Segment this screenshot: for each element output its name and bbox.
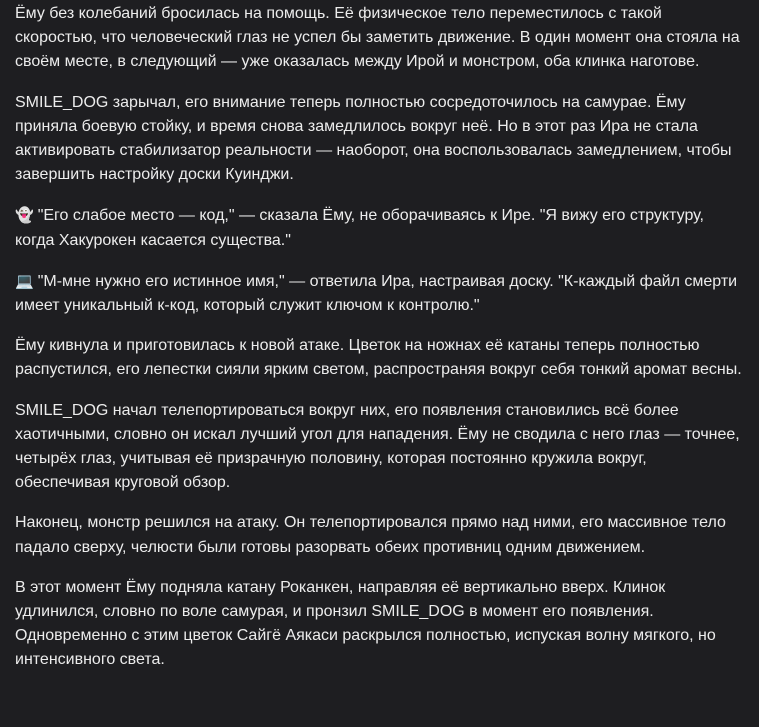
paragraph-4-text: "М-мне нужно его истинное имя," — ответила Ира, настраивая доску. "К-каждый файл смерти имеет уникальный к-код, который служит ключом к контролю.": [15, 272, 738, 315]
laptop-icon: 💻: [15, 271, 34, 290]
paragraph-7: Наконец, монстр решился на атаку. Он телепортировался прямо над ними, его массивное тело падало сверху, челюсти были готовы разорвать обеих противниц одним движением.: [15, 514, 726, 556]
paragraph-5: Ёму кивнула и приготовилась к новой атаке. Цветок на ножнах её катаны теперь полностью распустился, его лепестки сияли ярким светом, распространяя вокруг себя тонкий аромат весны.: [15, 337, 742, 379]
paragraph-2: SMILE_DOG зарычал, его внимание теперь полностью сосредоточилось на самурае. Ёму приняла боевую стойку, и время снова замедлилось вокруг неё. Но в этот раз Ира не стала активировать стабилизатор реальности — наоборот, она воспользовалась замедлением, чтобы завершить настройку доски Куинджи.: [15, 93, 732, 184]
paragraph-3: [15, 203, 744, 252]
paragraph-6: SMILE_DOG начал телепортироваться вокруг них, его появления становились всё более хаотичными, словно он искал лучший угол для нападения. Ёму не сводила с него глаз — точнее, четырёх глаз, учитывая её призрачную половину, которая постоянно кружила вокруг, обеспечивая круговой обзор.: [15, 401, 740, 492]
paragraph-1: Ёму без колебаний бросилась на помощь. Её физическое тело переместилось с такой скоростью, что человеческий глаз не успел бы заметить движение. В один момент она стояла на своём месте, в следующий — уже оказалась между Ирой и монстром, оба клинка наготове.: [15, 5, 740, 71]
paragraph-4: [15, 269, 744, 318]
paragraph-8: В этот момент Ёму подняла катану Роканкен, направляя её вертикально вверх. Клинок удлинился, словно по воле самурая, и пронзил SMILE_DOG в момент его появления. Одновременно с этим цветок Сайгё Аякаси раскрылся полностью, испуская волну мягкого, но интенсивного света.: [15, 578, 716, 669]
paragraph-3-text: "Его слабое место — код," — сказала Ёму, не оборачиваясь к Ире. "Я вижу его структуру, когда Хакурокен касается существа.": [15, 207, 704, 249]
ghost-icon: 👻: [15, 206, 34, 225]
